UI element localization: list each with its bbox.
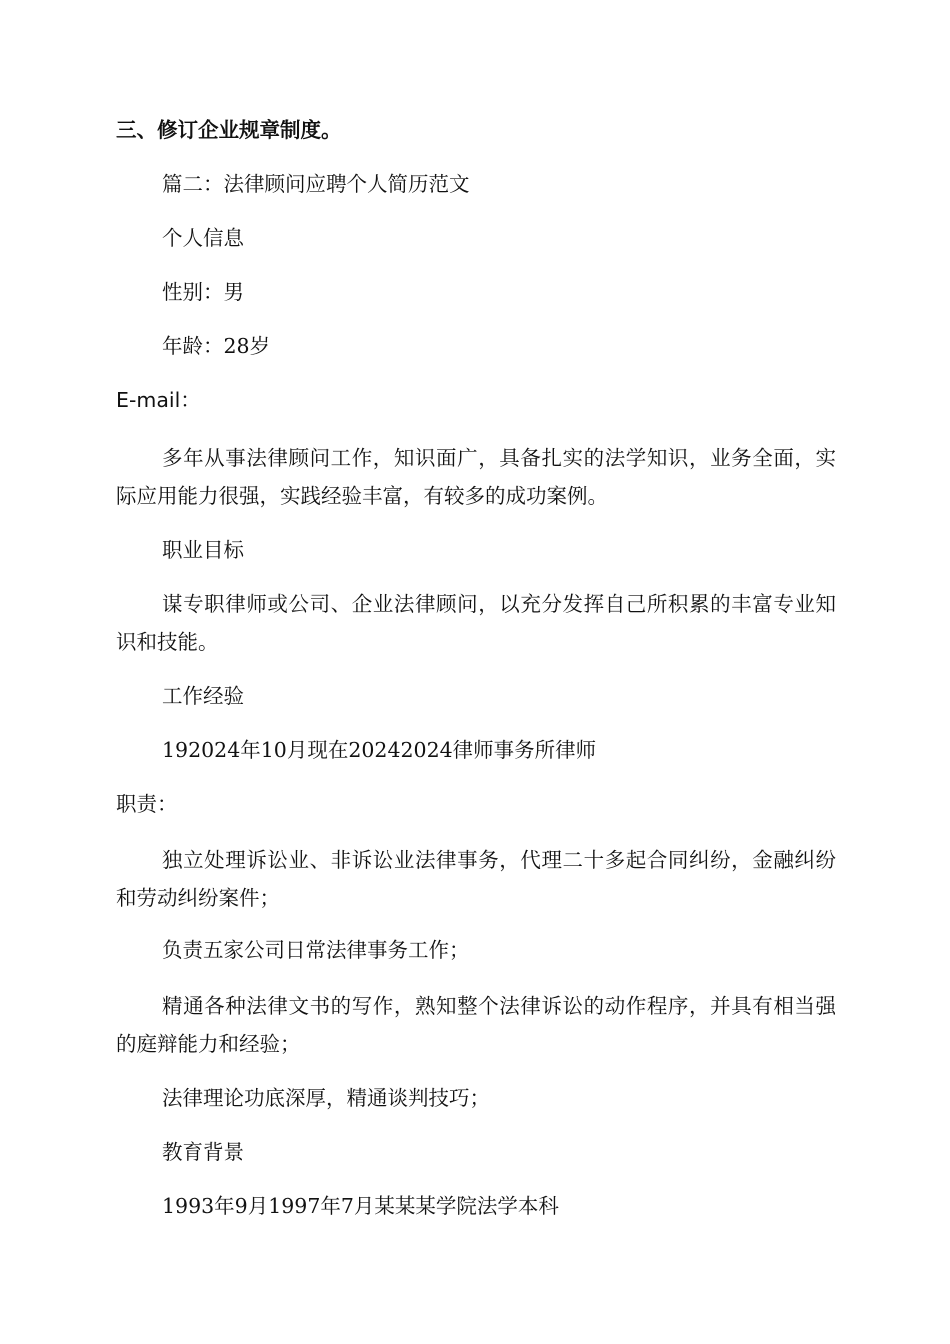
duty-item: 独立处理诉讼业、非诉讼业法律事务，代理二十多起合同纠纷，金融纠纷和劳动纠纷案件； xyxy=(116,848,836,910)
section-heading: 三、修订企业规章制度。 xyxy=(116,118,342,142)
duty-item: 负责五家公司日常法律事务工作； xyxy=(162,938,470,962)
duty-item: 法律理论功底深厚，精通谈判技巧； xyxy=(162,1086,490,1110)
document-subtitle: 篇二：法律顾问应聘个人简历范文 xyxy=(162,172,470,196)
duties-title: 职责： xyxy=(116,792,178,816)
work-entry: 192024年10月现在20242024律师事务所律师 xyxy=(162,738,597,762)
summary-paragraph: 多年从事法律顾问工作，知识面广，具备扎实的法学知识，业务全面，实际应用能力很强，实践经验丰富，有较多的成功案例。 xyxy=(116,446,836,508)
personal-info-title: 个人信息 xyxy=(162,226,244,250)
email-field: E-mail： xyxy=(116,388,201,412)
work-experience-title: 工作经验 xyxy=(162,684,244,708)
education-title: 教育背景 xyxy=(162,1140,244,1164)
education-entry: 1993年9月1997年7月某某某学院法学本科 xyxy=(162,1194,559,1218)
age-field: 年龄：28岁 xyxy=(162,334,271,358)
gender-field: 性别：男 xyxy=(162,280,244,304)
duty-item: 精通各种法律文书的写作，熟知整个法律诉讼的动作程序，并具有相当强的庭辩能力和经验； xyxy=(116,994,836,1056)
career-goal-paragraph: 谋专职律师或公司、企业法律顾问，以充分发挥自己所积累的丰富专业知识和技能。 xyxy=(116,592,836,654)
career-goal-title: 职业目标 xyxy=(162,538,244,562)
